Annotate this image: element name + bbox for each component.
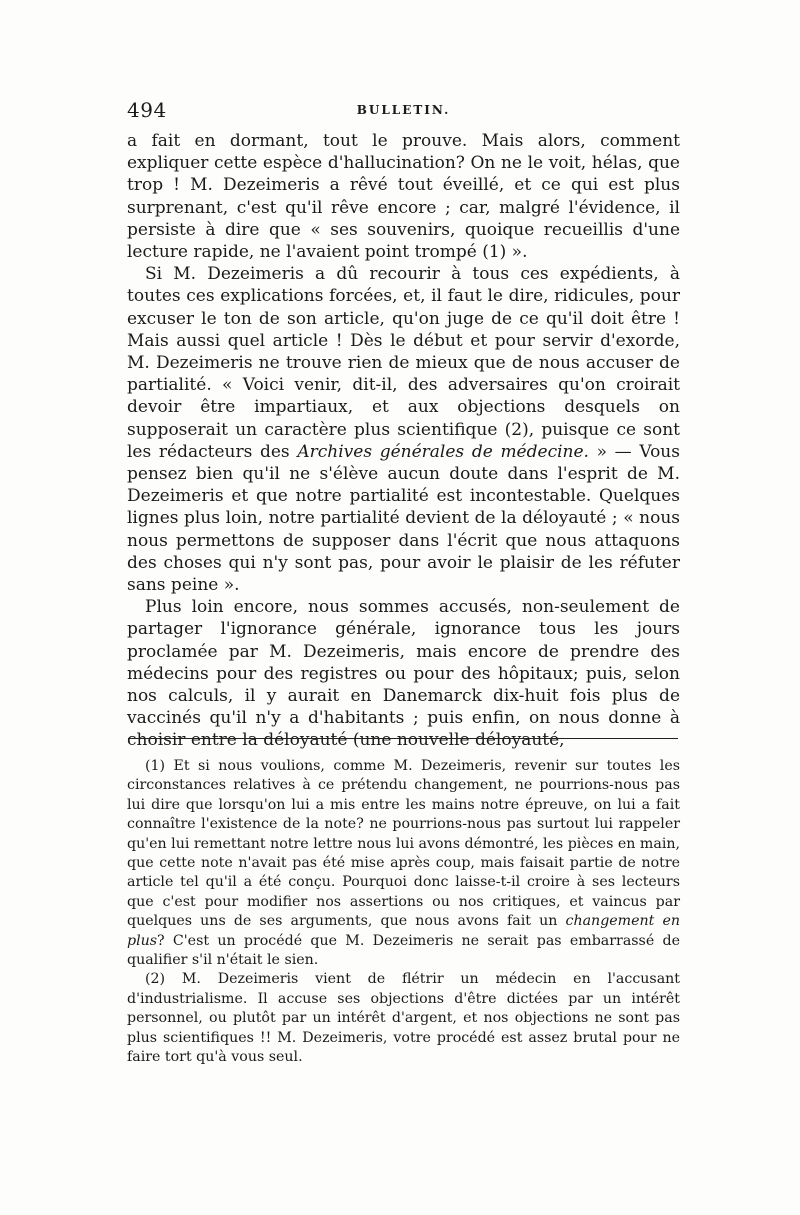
footnotes	[127, 757, 680, 1068]
page-header	[127, 98, 680, 126]
footnote-1-end: ? C'est un procédé que M. Dezeimeris ne serait pas embarrassé de qualifier s'il n'était le sien.	[127, 932, 680, 969]
paragraph-2-text: Si M. Dezeimeris a dû recourir à tous ces expédients, à toutes ces explications forcées, et, il faut le dire, ridicules, pour excuser le ton de son article, qu'on juge de ce qu'il doit être ! Mais aussi quel article ! Dès le début et pour servir d'exorde, M. Dezeimeris ne trouve rien de mieux que de nous accuser de partialité. « Voici venir, dit-il, des adversaires qu'on croirait devoir être impartiaux, et aux objections desquels on supposerait un caractère plus scientifique (2), puisque ce sont les rédacteurs des	[127, 264, 680, 462]
paragraph-3: Plus loin encore, nous sommes accusés, non-seulement de partager l'ignorance générale, ignorance tous les jours proclamée par M. Dezeimeris, mais encore de prendre des médecins pour des registres ou pour des hôpitaux; puis, selon nos calculs, il y aurait en Danemarck dix-huit fois plus de vaccinés qu'il n'y a d'habitants ; puis enfin, on nous donne à choisir entre la déloyauté (une nouvelle déloyauté,	[127, 597, 680, 751]
footnote-1	[127, 757, 680, 970]
running-title: BULLETIN.	[356, 103, 451, 117]
main-text	[127, 130, 680, 752]
footnote-divider	[128, 738, 678, 739]
footnote-1-italic: changement en plus	[127, 913, 681, 949]
paragraph-2	[127, 263, 680, 596]
paragraph-1: a fait en dormant, tout le prouve. Mais alors, comment expliquer cette espèce d'hallucination? On ne le voit, hélas, que trop ! M. Dezeimeris a rêvé tout éveillé, et ce qui est plus surprenant, c'est qu'il rêve encore ; car, malgré l'évidence, il persiste à dire que « ses souvenirs, quoique recueillis d'une lecture rapide, ne l'avaient point trompé (1) ».	[127, 131, 680, 263]
journal-title: Archives générales de médecine.	[297, 441, 589, 462]
footnote-2: (2) M. Dezeimeris vient de flétrir un médecin en l'accusant d'industrialisme. Il accuse ses objections d'être dictées par un intérêt personnel, ou plutôt par un intérêt d'argent, et nos objections ne sont pas plus scientifiques !! M. Dezeimeris, votre procédé est assez brutal pour ne faire tort qu'à vous seul.	[127, 971, 680, 1066]
page-number: 494	[127, 98, 167, 122]
paragraph-2-tail: » — Vous pensez bien qu'il ne s'élève aucun doute dans l'esprit de M. Dezeimeris et que notre partialité est incontestable. Quelques lignes plus loin, notre partialité devient de la déloyauté ; « nous nous permettons de supposer dans l'écrit que nous attaquons des choses qui n'y sont pas, pour avoir le plaisir de les réfuter sans peine ».	[127, 441, 680, 596]
footnote-1-text: (1) Et si nous voulions, comme M. Dezeimeris, revenir sur toutes les circonstances relatives à ce prétendu changement, ne pourrions-nous pas lui dire que lorsqu'on lui a mis entre les mains notre épreuve, on lui a fait connaître l'existence de la note? ne pourrions-nous pas surtout lui rappeler qu'en lui remettant notre lettre nous lui avons démontré, les pièces en main, que cette note n'avait pas été mise après coup, mais faisait partie de notre article tel qu'il a été conçu. Pourquoi donc laisse-t-il croire à ses lecteurs que c'est pour modifier nos assertions ou nos critiques, et vaincus par quelques uns de ses arguments, que nous avons fait un	[127, 758, 681, 930]
